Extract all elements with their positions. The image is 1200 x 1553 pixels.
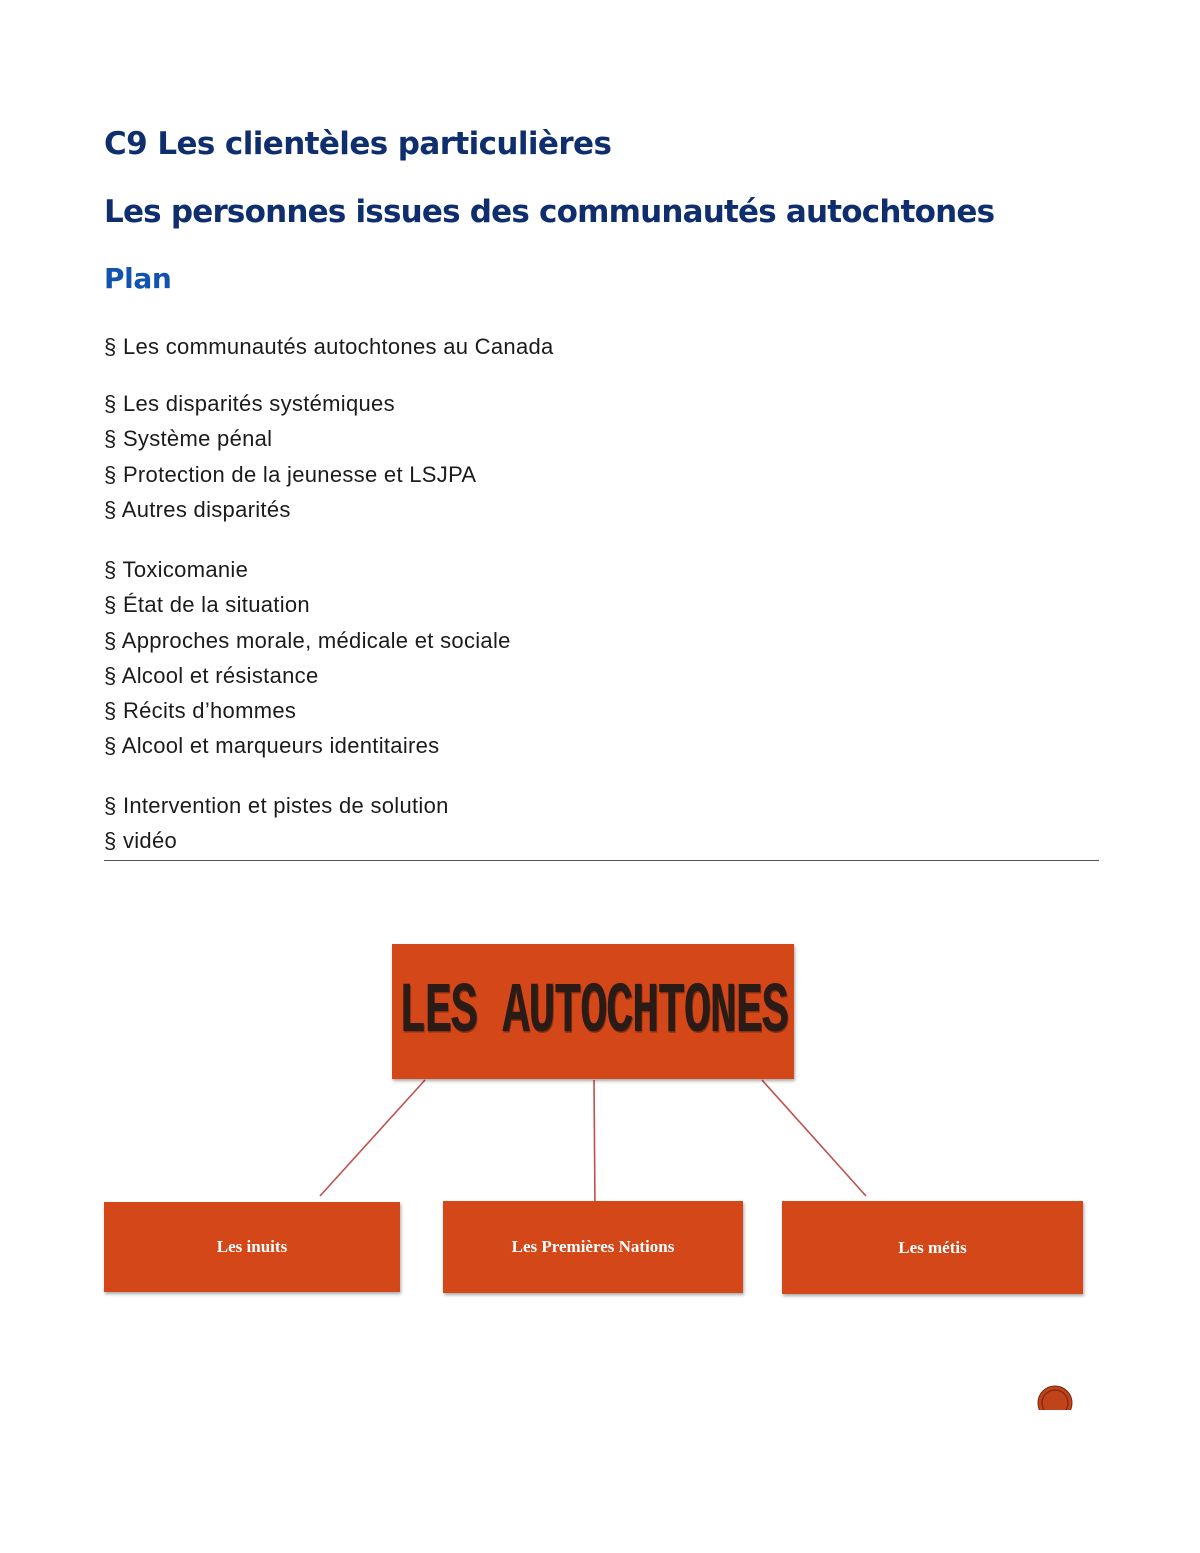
plan-item: § Récits d’hommes	[104, 698, 297, 724]
connector-line-inuits	[320, 1080, 425, 1196]
document-title: C9 Les clientèles particulières	[104, 126, 612, 162]
diagram-child-label: Les métis	[898, 1237, 967, 1257]
plan-item: § Les disparités systémiques	[104, 391, 395, 416]
plan-item: § Autres disparités	[104, 496, 291, 522]
plan-item: § État de la situation	[104, 592, 310, 618]
diagram-root-label: LES AUTOCHTONES	[398, 970, 788, 1053]
diagram-root-box	[392, 944, 794, 1079]
plan-item: § Approches morale, médicale et sociale	[104, 627, 511, 653]
plan-heading: Plan	[104, 262, 172, 295]
diagram-child-box-inuits	[104, 1202, 400, 1292]
document-subtitle: Les personnes issues des communautés autochtones	[104, 194, 995, 230]
plan-item: § Alcool et marqueurs identitaires	[104, 733, 440, 759]
diagram-child-label: Les Premières Nations	[511, 1237, 675, 1256]
plan-item: § vidéo	[104, 828, 178, 854]
diagram-child-box-metis	[782, 1201, 1083, 1294]
diagram-child-box-premieres-nations	[443, 1201, 743, 1293]
slide-marker-icon	[1036, 1384, 1074, 1410]
plan-item: § Protection de la jeunesse et LSJPA	[104, 461, 477, 487]
plan-item: § Système pénal	[104, 426, 273, 452]
diagram-child-label: Les inuits	[216, 1237, 288, 1256]
connector-line-premieres-nations	[594, 1080, 595, 1210]
connector-line-metis	[762, 1080, 866, 1196]
plan-item: § Toxicomanie	[104, 557, 249, 582]
plan-item: § Alcool et résistance	[104, 662, 319, 688]
plan-item: § Les communautés autochtones au Canada	[104, 334, 554, 359]
plan-item: § Intervention et pistes de solution	[104, 793, 449, 818]
